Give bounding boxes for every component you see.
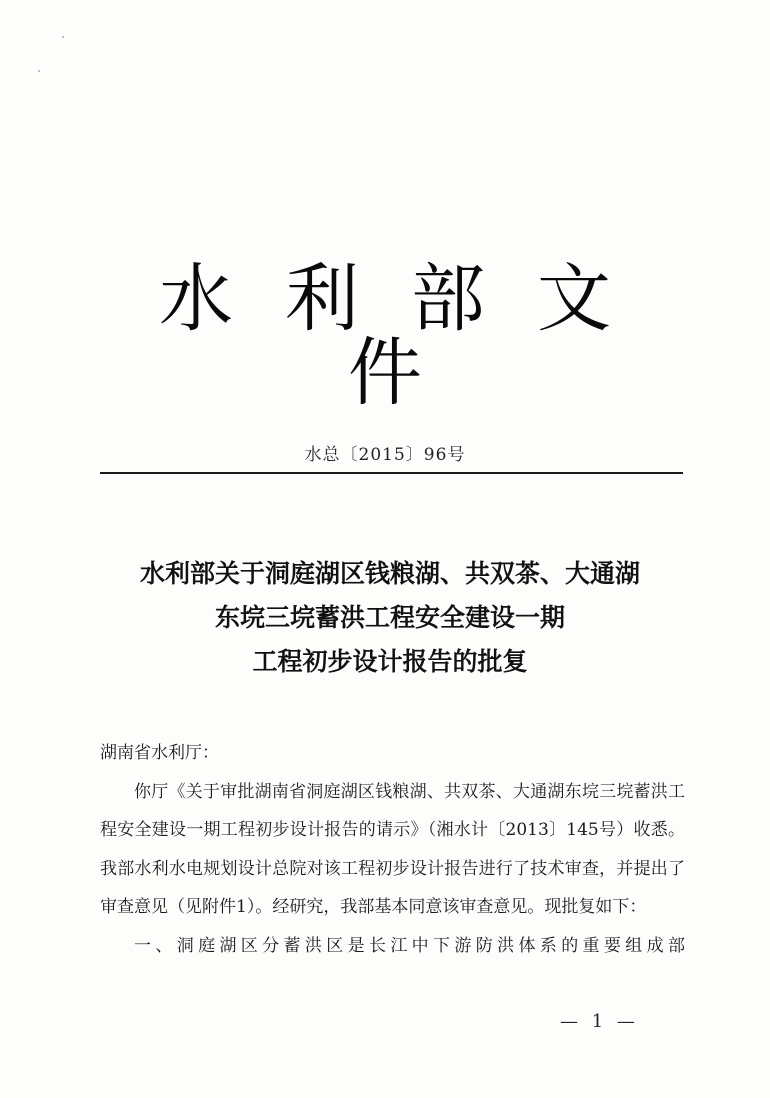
document-body [100, 734, 685, 965]
body-paragraph-1: 你厅《关于审批湖南省洞庭湖区钱粮湖、共双茶、大通湖东垸三垸蓄洪工程安全建设一期工程初步设计报告的请示》（湘水计〔2013〕145号）收悉。我部水利水电规划设计总院对该工程初步设计报告进行了技术审查，并提出了审查意见（见附件1）。经研究，我部基本同意该审查意见。现批复如下： [100, 781, 685, 917]
scan-speck [62, 36, 64, 38]
page-number: — 1 — [560, 1011, 639, 1032]
document-title [90, 552, 690, 684]
scan-speck [38, 70, 40, 72]
document-title-line-1: 水利部关于洞庭湖区钱粮湖、共双茶、大通湖 [139, 559, 640, 588]
header-divider-line [100, 472, 683, 474]
document-header-title: 水利部文件 [159, 256, 663, 416]
document-number: 水总〔2015〕96号 [304, 445, 466, 465]
recipient-line: 湖南省水利厅： [100, 743, 219, 763]
document-title-line-2: 东垸三垸蓄洪工程安全建设一期 [214, 603, 565, 632]
body-paragraph-2: 一、洞庭湖区分蓄洪区是长江中下游防洪体系的重要组成部 [134, 935, 685, 956]
document-title-line-3: 工程初步设计报告的批复 [252, 647, 528, 676]
